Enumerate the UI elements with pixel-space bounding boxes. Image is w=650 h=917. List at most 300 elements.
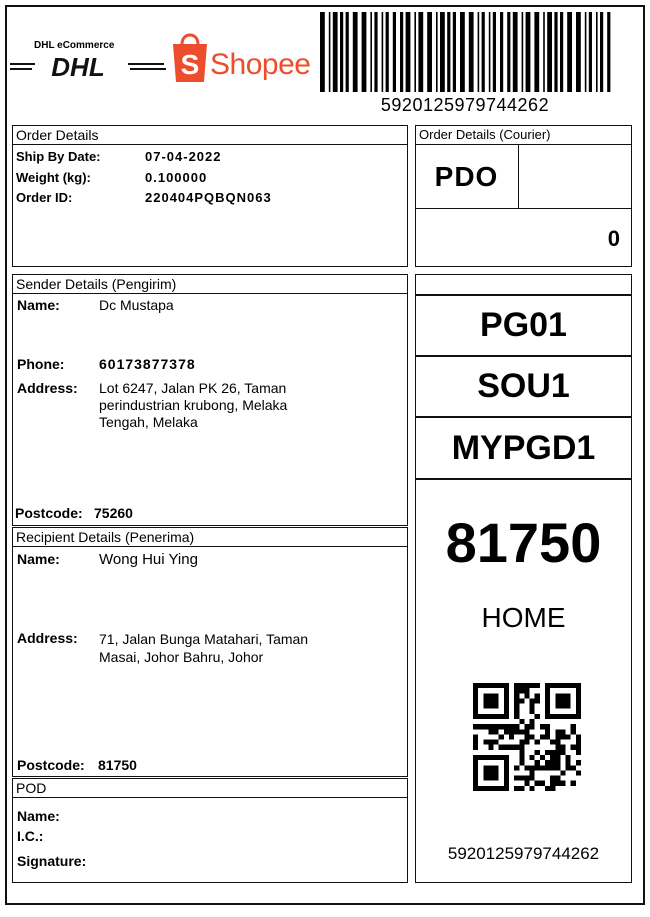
qr-module	[483, 683, 488, 688]
qr-module	[560, 750, 565, 755]
sender-phone-label: Phone:	[17, 356, 65, 372]
qr-module	[483, 724, 488, 729]
qr-module	[473, 745, 478, 750]
qr-module	[499, 734, 504, 739]
qr-module	[473, 755, 478, 760]
qr-code-icon	[473, 683, 581, 791]
barcode-bar	[526, 12, 531, 92]
qr-module	[488, 698, 493, 703]
qr-module	[499, 683, 504, 688]
qr-module	[514, 724, 519, 729]
qr-module	[519, 683, 524, 688]
qr-module	[560, 683, 565, 688]
qr-module	[545, 724, 550, 729]
qr-module	[488, 724, 493, 729]
qr-module	[566, 734, 571, 739]
qr-module	[576, 750, 581, 755]
qr-module	[545, 714, 550, 719]
qr-module	[488, 776, 493, 781]
qr-module	[483, 755, 488, 760]
recipient-details-header: Recipient Details (Penerima)	[12, 527, 408, 547]
qr-module	[545, 693, 550, 698]
recipient-postcode-label: Postcode:	[17, 757, 85, 773]
qr-module	[478, 724, 483, 729]
qr-module	[504, 760, 509, 765]
qr-module	[530, 683, 535, 688]
qr-module	[488, 786, 493, 791]
qr-module	[524, 693, 529, 698]
qr-module	[504, 745, 509, 750]
qr-module	[550, 765, 555, 770]
qr-module	[499, 755, 504, 760]
qr-module	[524, 734, 529, 739]
qr-module	[483, 770, 488, 775]
qr-module	[509, 724, 514, 729]
qr-module	[535, 698, 540, 703]
qr-module	[535, 714, 540, 719]
qr-module	[504, 698, 509, 703]
qr-module	[540, 724, 545, 729]
barcode-bar	[547, 12, 552, 92]
qr-module	[576, 693, 581, 698]
barcode-bar	[607, 12, 610, 92]
qr-module	[483, 765, 488, 770]
qr-module	[576, 704, 581, 709]
qr-module	[550, 755, 555, 760]
qr-module	[566, 760, 571, 765]
qr-module	[519, 755, 524, 760]
qr-module	[535, 760, 540, 765]
qr-module	[499, 745, 504, 750]
sender-address	[99, 380, 287, 431]
qr-module	[519, 719, 524, 724]
barcode-bar	[436, 12, 438, 92]
ship-by-label: Ship By Date:	[16, 149, 101, 164]
qr-module	[483, 740, 488, 745]
qr-module	[540, 781, 545, 786]
qr-module	[530, 776, 535, 781]
qr-module	[483, 693, 488, 698]
qr-module	[545, 786, 550, 791]
delivery-type: HOME	[481, 602, 566, 633]
qr-module	[514, 693, 519, 698]
qr-module	[488, 745, 493, 750]
barcode-bar	[329, 12, 331, 92]
qr-module	[535, 750, 540, 755]
recipient-name: Wong Hui Ying	[99, 551, 198, 568]
sender-phone: 60173877378	[99, 356, 196, 372]
qr-module	[555, 776, 560, 781]
courier-code: PDO	[434, 161, 499, 192]
qr-module	[530, 698, 535, 703]
qr-module	[494, 704, 499, 709]
qr-module	[494, 698, 499, 703]
qr-module	[514, 709, 519, 714]
qr-module	[519, 698, 524, 703]
qr-module	[566, 765, 571, 770]
qr-module	[494, 776, 499, 781]
barcode-bar	[340, 12, 343, 92]
qr-module	[504, 770, 509, 775]
qr-module	[473, 698, 478, 703]
qr-module	[566, 683, 571, 688]
qr-module	[524, 724, 529, 729]
qr-module	[576, 698, 581, 703]
barcode-bar	[576, 12, 581, 92]
qr-module	[545, 734, 550, 739]
weight-value: 0.100000	[145, 170, 208, 185]
qr-module	[555, 698, 560, 703]
qr-module	[509, 734, 514, 739]
qr-module	[550, 714, 555, 719]
qr-module	[530, 755, 535, 760]
shopee-logo	[168, 28, 313, 88]
courier-divider-v	[518, 144, 519, 209]
qr-module	[530, 724, 535, 729]
qr-module	[555, 729, 560, 734]
qr-module	[535, 765, 540, 770]
sender-address-line3: Tengah, Melaka	[99, 414, 198, 430]
barcode-bar	[478, 12, 480, 92]
destination-hub: MYPGD1	[451, 428, 596, 467]
qr-module	[524, 683, 529, 688]
barcode-bar	[567, 12, 572, 92]
qr-module	[514, 729, 519, 734]
qr-module	[473, 770, 478, 775]
qr-module	[560, 770, 565, 775]
order-id-label: Order ID:	[16, 190, 73, 205]
barcode-bar	[596, 12, 598, 92]
barcode-bar	[513, 12, 518, 92]
qr-module	[550, 750, 555, 755]
qr-module	[524, 688, 529, 693]
qr-module	[473, 776, 478, 781]
barcode-bar	[414, 12, 416, 92]
qr-module	[509, 745, 514, 750]
qr-module	[545, 750, 550, 755]
qr-module	[504, 709, 509, 714]
routing-divider-4	[415, 478, 632, 480]
order-details-header: Order Details	[12, 125, 408, 145]
barcode-bar	[500, 12, 503, 92]
qr-module	[555, 734, 560, 739]
sender-address-line2: perindustrian krubong, Melaka	[99, 397, 288, 413]
qr-module	[494, 755, 499, 760]
qr-module	[571, 714, 576, 719]
qr-module	[483, 698, 488, 703]
qr-module	[560, 729, 565, 734]
qr-module	[576, 714, 581, 719]
qr-module	[499, 724, 504, 729]
qr-module	[514, 786, 519, 791]
barcode-bar	[489, 12, 491, 92]
barcode-bar	[418, 12, 423, 92]
barcode-bar	[427, 12, 432, 92]
qr-module	[530, 734, 535, 739]
qr-module	[576, 734, 581, 739]
qr-module	[571, 781, 576, 786]
barcode-bar	[353, 12, 358, 92]
qr-module	[571, 683, 576, 688]
qr-module	[504, 755, 509, 760]
barcode-bar	[370, 12, 372, 92]
sender-address-label: Address:	[17, 380, 78, 396]
sender-address-line1: Lot 6247, Jalan PK 26, Taman	[99, 380, 287, 396]
qr-module	[555, 781, 560, 786]
shopee-letter: S	[180, 49, 200, 80]
qr-module	[478, 714, 483, 719]
recipient-address-label: Address:	[17, 630, 78, 646]
qr-module	[545, 704, 550, 709]
qr-module	[514, 765, 519, 770]
qr-module	[483, 714, 488, 719]
barcode-bar	[440, 12, 445, 92]
qr-module	[494, 693, 499, 698]
dhl-wordmark: DHL	[51, 54, 105, 82]
barcode-bar	[460, 12, 465, 92]
qr-module	[478, 755, 483, 760]
qr-module	[514, 714, 519, 719]
qr-module	[514, 688, 519, 693]
qr-module	[473, 704, 478, 709]
qr-module	[555, 755, 560, 760]
qr-module	[535, 740, 540, 745]
qr-module	[566, 714, 571, 719]
qr-module	[560, 734, 565, 739]
qr-module	[473, 693, 478, 698]
qr-module	[473, 714, 478, 719]
qr-module	[488, 755, 493, 760]
qr-module	[494, 765, 499, 770]
qr-module	[545, 729, 550, 734]
qr-module	[540, 755, 545, 760]
qr-module	[499, 786, 504, 791]
barcode-bar	[522, 12, 524, 92]
barcode-bar	[507, 12, 510, 92]
qr-module	[494, 786, 499, 791]
qr-module	[488, 740, 493, 745]
recipient-address	[99, 630, 308, 666]
qr-module	[473, 683, 478, 688]
ship-by-value: 07-04-2022	[145, 149, 222, 164]
qr-module	[530, 786, 535, 791]
qr-module	[555, 750, 560, 755]
qr-module	[514, 704, 519, 709]
qr-module	[494, 724, 499, 729]
shopee-wordmark: Shopee	[210, 48, 311, 81]
qr-module	[504, 729, 509, 734]
qr-module	[550, 786, 555, 791]
pod-header: POD	[12, 778, 408, 798]
qr-module	[504, 714, 509, 719]
qr-module	[483, 776, 488, 781]
qr-module	[504, 781, 509, 786]
qr-module	[504, 724, 509, 729]
qr-module	[566, 693, 571, 698]
courier-details-header: Order Details (Courier)	[415, 125, 632, 145]
qr-module	[519, 729, 524, 734]
qr-module	[524, 740, 529, 745]
qr-module	[571, 724, 576, 729]
qr-module	[524, 781, 529, 786]
qr-module	[555, 765, 560, 770]
barcode-bar	[534, 12, 539, 92]
qr-module	[473, 781, 478, 786]
courier-divider-h	[415, 208, 632, 209]
qr-module	[550, 781, 555, 786]
barcode-bar	[493, 12, 496, 92]
qr-module	[576, 688, 581, 693]
qr-module	[494, 683, 499, 688]
pod-ic-label: I.C.:	[17, 828, 44, 844]
qr-module	[504, 776, 509, 781]
qr-module	[550, 776, 555, 781]
qr-module	[571, 729, 576, 734]
qr-module	[576, 745, 581, 750]
barcode-bar	[589, 12, 592, 92]
qr-module	[545, 760, 550, 765]
qr-module	[473, 709, 478, 714]
qr-module	[488, 765, 493, 770]
qr-module	[566, 698, 571, 703]
qr-module	[545, 683, 550, 688]
qr-module	[535, 781, 540, 786]
barcode-bar	[362, 12, 367, 92]
qr-module	[560, 698, 565, 703]
qr-module	[540, 734, 545, 739]
qr-module	[473, 760, 478, 765]
qr-module	[550, 760, 555, 765]
barcode-bar	[600, 12, 603, 92]
pod-box	[12, 797, 408, 883]
barcode-bar	[585, 12, 587, 92]
destination-postcode: 81750	[445, 511, 602, 574]
qr-module	[530, 709, 535, 714]
qr-module	[560, 693, 565, 698]
qr-module	[519, 745, 524, 750]
qr-module	[519, 688, 524, 693]
qr-module	[473, 765, 478, 770]
qr-module	[530, 765, 535, 770]
qr-module	[483, 704, 488, 709]
qr-module	[571, 745, 576, 750]
barcode-bar	[333, 12, 338, 92]
dhl-tagline: DHL eCommerce	[34, 40, 115, 51]
qr-module	[494, 714, 499, 719]
barcode-bar	[346, 12, 349, 92]
qr-module	[555, 745, 560, 750]
qr-module	[550, 683, 555, 688]
qr-module	[560, 714, 565, 719]
qr-module	[488, 729, 493, 734]
pod-name-label: Name:	[17, 808, 60, 824]
qr-module	[560, 781, 565, 786]
dhl-wordmark-icon	[8, 54, 168, 84]
pod-signature-label: Signature:	[17, 853, 87, 869]
qr-module	[514, 698, 519, 703]
qr-module	[555, 704, 560, 709]
qr-module	[504, 683, 509, 688]
qr-module	[504, 786, 509, 791]
qr-module	[545, 765, 550, 770]
qr-module	[504, 765, 509, 770]
qr-module	[576, 740, 581, 745]
sender-postcode: 75260	[94, 505, 133, 521]
qr-module	[473, 724, 478, 729]
dhl-logo	[8, 38, 168, 86]
qr-module	[504, 688, 509, 693]
recipient-address-line2: Masai, Johor Bahru, Johor	[99, 649, 264, 665]
qr-module	[488, 683, 493, 688]
qr-module	[488, 704, 493, 709]
barcode-bar	[482, 12, 485, 92]
qr-module	[488, 770, 493, 775]
barcode-bar	[554, 12, 557, 92]
sender-name-label: Name:	[17, 297, 60, 313]
qr-module	[519, 776, 524, 781]
qr-module	[473, 740, 478, 745]
qr-module	[555, 760, 560, 765]
qr-module	[524, 776, 529, 781]
qr-module	[499, 714, 504, 719]
qr-module	[494, 729, 499, 734]
qr-module	[576, 760, 581, 765]
qr-module	[530, 704, 535, 709]
qr-module	[545, 688, 550, 693]
tracking-barcode	[318, 12, 612, 94]
bottom-tracking-number: 5920125979744262	[447, 844, 600, 863]
qr-module	[504, 704, 509, 709]
barcode-bar	[393, 12, 396, 92]
qr-module	[478, 786, 483, 791]
qr-module	[555, 740, 560, 745]
qr-module	[473, 688, 478, 693]
qr-module	[524, 765, 529, 770]
qr-module	[550, 740, 555, 745]
barcode-bar	[543, 12, 545, 92]
qr-module	[514, 776, 519, 781]
qr-module	[530, 719, 535, 724]
qr-module	[524, 729, 529, 734]
sender-postcode-label: Postcode:	[15, 505, 83, 521]
barcode-bar	[469, 12, 474, 92]
qr-module	[478, 683, 483, 688]
qr-module	[519, 750, 524, 755]
order-id-value: 220404PQBQN063	[145, 190, 272, 205]
qr-module	[494, 770, 499, 775]
qr-module	[555, 714, 560, 719]
qr-module	[483, 786, 488, 791]
sort-code: SOU1	[477, 367, 570, 405]
qr-module	[545, 698, 550, 703]
weight-label: Weight (kg):	[16, 170, 91, 185]
qr-module	[566, 704, 571, 709]
qr-module	[535, 693, 540, 698]
qr-module	[530, 770, 535, 775]
qr-module	[566, 755, 571, 760]
qr-module	[519, 740, 524, 745]
barcode-bar	[560, 12, 563, 92]
barcode-bar	[400, 12, 403, 92]
qr-module	[540, 765, 545, 770]
origin-code: PG01	[480, 306, 567, 344]
qr-module	[509, 729, 514, 734]
qr-module	[514, 683, 519, 688]
shopee-bag-icon	[170, 28, 210, 84]
qr-module	[560, 745, 565, 750]
barcode-bar	[453, 12, 456, 92]
qr-module	[494, 740, 499, 745]
